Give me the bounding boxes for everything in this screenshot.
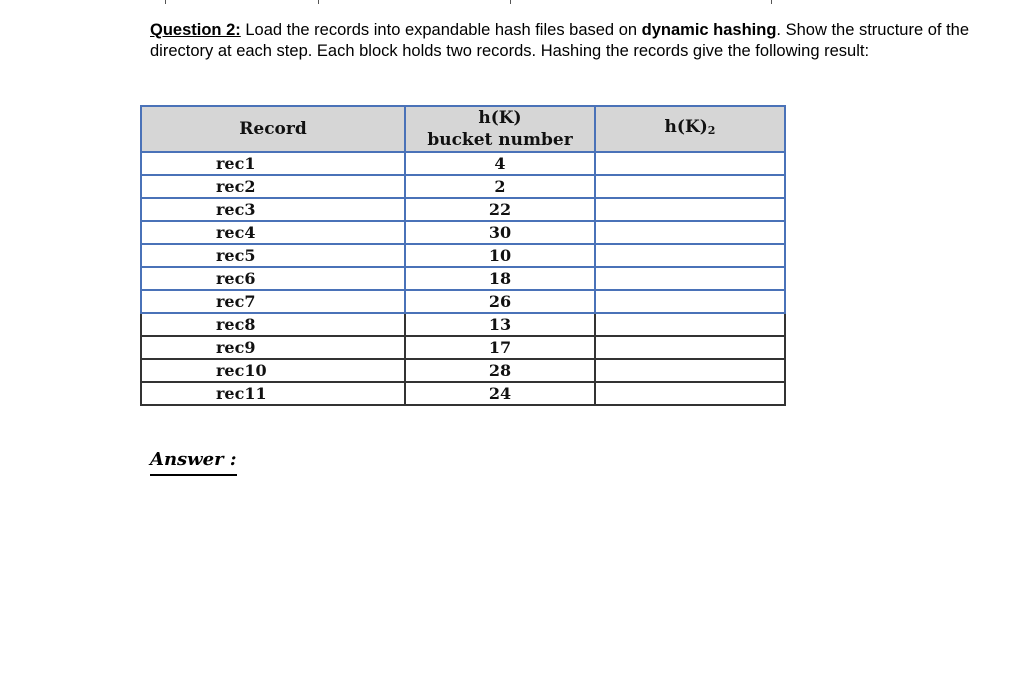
question-text-before: Load the records into expandable hash files based on — [240, 21, 642, 39]
record-cell: rec1 — [141, 152, 405, 175]
header-hk2-base: h(K) — [664, 117, 708, 137]
bucket-number-cell: 22 — [405, 198, 595, 221]
binary-hash-cell — [595, 313, 785, 336]
binary-hash-cell — [595, 359, 785, 382]
bucket-number-cell: 17 — [405, 336, 595, 359]
header-hk-line1: h(K) — [478, 108, 522, 128]
bucket-number-cell: 26 — [405, 290, 595, 313]
record-cell: rec7 — [141, 290, 405, 313]
question-emphasis: dynamic hashing — [641, 21, 777, 39]
answer-label: Answer : — [150, 449, 237, 476]
header-bucket-number — [405, 106, 595, 152]
record-cell: rec8 — [141, 313, 405, 336]
bucket-number-cell: 30 — [405, 221, 595, 244]
record-cell: rec9 — [141, 336, 405, 359]
bucket-number-cell: 2 — [405, 175, 595, 198]
record-cell: rec5 — [141, 244, 405, 267]
table-row — [141, 359, 785, 382]
bucket-number-cell: 10 — [405, 244, 595, 267]
record-cell: rec11 — [141, 382, 405, 405]
header-hk-line2: bucket number — [427, 130, 573, 150]
binary-hash-cell — [595, 152, 785, 175]
binary-hash-cell — [595, 221, 785, 244]
header-record: Record — [141, 106, 405, 152]
table-row — [141, 336, 785, 359]
bucket-number-cell: 4 — [405, 152, 595, 175]
question-text-after: . Show the structure of the directory at each step. Each block holds two records. Hashing the records give the following result: — [150, 21, 970, 60]
table-row — [141, 175, 785, 198]
binary-hash-cell — [595, 336, 785, 359]
table-row — [141, 267, 785, 290]
binary-hash-cell — [595, 175, 785, 198]
binary-hash-cell — [595, 198, 785, 221]
binary-hash-cell — [595, 382, 785, 405]
record-cell: rec6 — [141, 267, 405, 290]
bucket-number-cell: 18 — [405, 267, 595, 290]
binary-hash-cell — [595, 267, 785, 290]
table-row — [141, 382, 785, 405]
binary-hash-cell — [595, 244, 785, 267]
table-row — [141, 313, 785, 336]
page-top-edge — [0, 0, 1024, 6]
bucket-number-cell: 28 — [405, 359, 595, 382]
table-row — [141, 290, 785, 313]
bucket-number-cell: 24 — [405, 382, 595, 405]
table-row — [141, 198, 785, 221]
record-cell: rec2 — [141, 175, 405, 198]
question-paragraph — [150, 20, 980, 62]
binary-hash-cell — [595, 290, 785, 313]
record-cell: rec4 — [141, 221, 405, 244]
table-row — [141, 244, 785, 267]
record-cell: rec3 — [141, 198, 405, 221]
table-row — [141, 221, 785, 244]
table-header-row — [141, 106, 785, 152]
table-row — [141, 152, 785, 175]
header-hk-binary — [595, 106, 785, 152]
bucket-number-cell: 13 — [405, 313, 595, 336]
records-table — [140, 105, 786, 406]
header-hk2-sub: 2 — [707, 124, 716, 137]
question-label: Question 2: — [150, 21, 241, 39]
record-cell: rec10 — [141, 359, 405, 382]
